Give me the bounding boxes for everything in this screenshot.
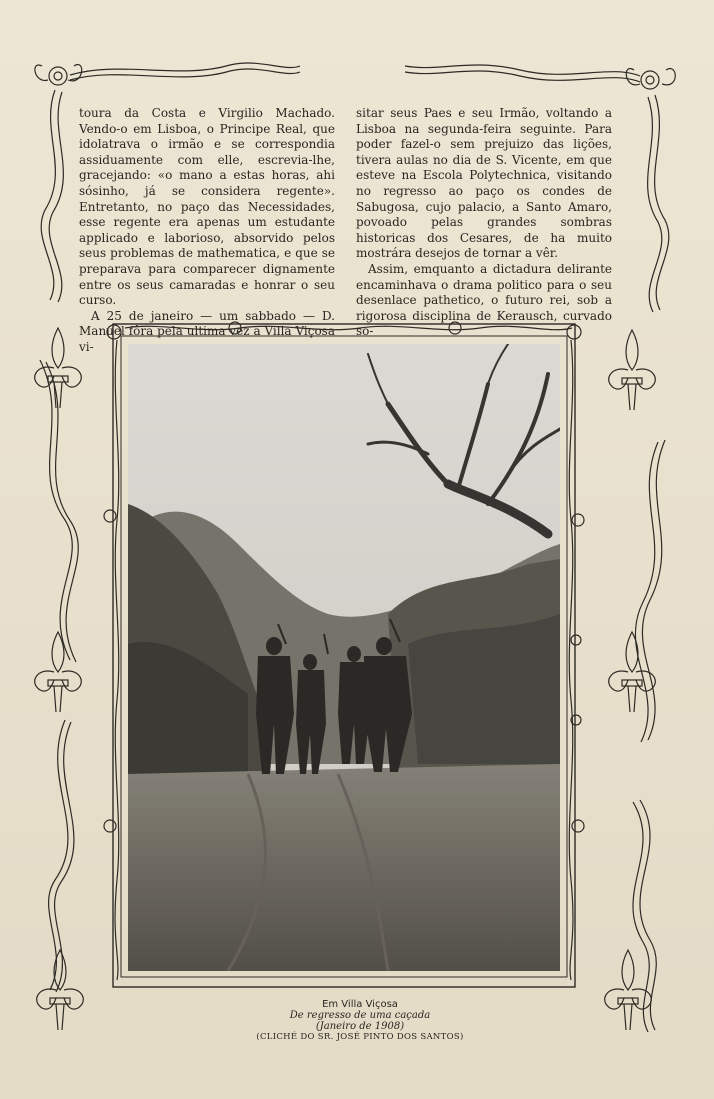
photo-caption-title: Em Villa Viçosa [322, 999, 398, 1010]
article-paragraph: toura da Costa e Virgilio Machado. Vendo-o em Lisboa, o Principe Real, que idolatrava o irmão e se correspondia assiduamente com elle, escrevia-lhe, gracejando: «o mano a estas horas, ahi sósinho, já se considera regente». Entretanto, no paço das Necessidades, esse regente era apenas um estudante applicado e laborioso, absorvido pelos seus problemas de mathematica, e que se preparava para comparecer dignamente entre os seus camaradas e honrar o seu curso. [79, 106, 335, 308]
article-column-left [79, 106, 335, 356]
article-paragraph: sitar seus Paes e seu Irmão, voltando a Lisboa na segunda-feira seguinte. Para poder fazel-o sem prejuizo das lições, tivera aulas no dia de S. Vicente, em que esteve na Escola Polytechnica, visitando no regresso ao paço os condes de Sabugosa, cujo palacio, a Santo Amaro, povoado pelas grandes sombras historicas dos Cesares, de ha muito mostrára desejos de tornar a vêr. [356, 106, 612, 261]
photo-caption-subtitle: De regresso de uma caçada [289, 1010, 431, 1021]
article-paragraph: A 25 de janeiro — um sabbado — D. Manuel fôra pela ultima vez a Villa Viçosa vi- [79, 308, 335, 354]
photo-caption-credit: (CLICHÉ DO SR. JOSÉ PINTO DOS SANTOS) [256, 1032, 464, 1042]
article-paragraph: Assim, emquanto a dictadura delirante encaminhava o drama politico para o seu desenlace pathetico, o futuro rei, sob a rigorosa disciplina de Kerausch, curvado so- [356, 261, 612, 339]
hunting-party-photo [128, 344, 560, 971]
photo-caption-date: (Janeiro de 1908) [315, 1021, 405, 1032]
article-column-right [356, 106, 612, 340]
